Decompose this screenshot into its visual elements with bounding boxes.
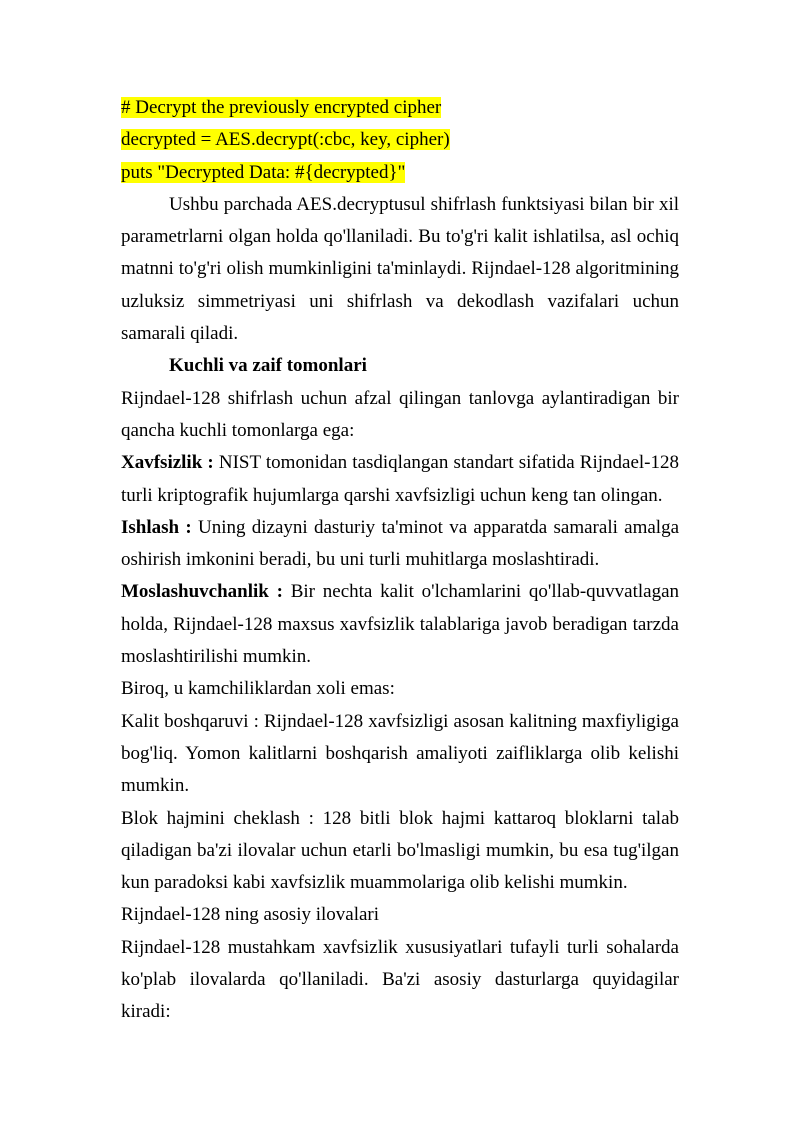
code-line-decrypt: decrypted = AES.decrypt(:cbc, key, cipher) (121, 129, 450, 151)
strength-term: Xavfsizlik : (121, 452, 214, 474)
strength-item-security (121, 447, 679, 512)
strengths-intro: Rijndael-128 shifrlash uchun afzal qilingan tanlovga aylantiradigan bir qancha kuchli tomonlarga ega: (121, 387, 679, 441)
strength-text: NIST tomonidan tasdiqlangan standart sifatida Rijndael-128 turli kriptografik hujumlarga qarshi xavfsizligi uchun keng tan olingan. (121, 452, 680, 506)
code-line-puts: puts "Decrypted Data: #{decrypted}" (121, 161, 406, 183)
intro-paragraph: Ushbu parchada AES.decryptusul shifrlash funktsiyasi bilan bir xil parametrlarni olgan holda qo'llaniladi. Bu to'g'ri kalit ishlatilsa, asl ochiq matnni to'g'ri olish mumkinligini ta'minlaydi. Rijndael-128 algoritmining uzluksiz simmetriyasi uni shifrlash va dekodlash vazifalari uchun samarali qiladi. (121, 193, 679, 345)
section-heading: Kuchli va zaif tomonlari (169, 355, 367, 377)
weakness-item-block-size: Blok hajmini cheklash : 128 bitli blok hajmi kattaroq bloklarni talab qiladigan ba'zi ilovalar uchun etarli bo'lmasligi mumkin, bu esa tug'ilgan kun paradoksi kabi xavfsizlik muammolariga olib kelishi mumkin. (121, 807, 679, 894)
strength-item-performance (121, 512, 679, 577)
strength-term: Ishlash : (121, 516, 192, 538)
strength-item-flexibility (121, 576, 679, 673)
applications-heading: Rijndael-128 ning asosiy ilovalari (121, 904, 380, 926)
weakness-item-key-management: Kalit boshqaruvi : Rijndael-128 xavfsizligi asosan kalitning maxfiyligiga bog'liq. Yomon kalitlarni boshqarish amaliyoti zaifliklarga olib kelishi mumkin. (121, 710, 679, 797)
strength-text: Bir nechta kalit o'lchamlarini qo'llab-quvvatlagan holda, Rijndael-128 maxsus xavfsizlik talablariga javob beradigan tarzda moslashtirilishi mumkin. (121, 581, 679, 668)
code-line-comment: # Decrypt the previously encrypted cipher (121, 97, 442, 118)
strength-text: Uning dizayni dasturiy ta'minot va apparatda samarali amalga oshirish imkonini beradi, bu uni turli muhitlarga moslashtiradi. (121, 516, 680, 571)
applications-paragraph: Rijndael-128 mustahkam xavfsizlik xususiyatlari tufayli turli sohalarda ko'plab ilovalarda qo'llaniladi. Ba'zi asosiy dasturlarga quyidagilar kiradi: (121, 936, 679, 1023)
strength-term: Moslashuvchanlik : (121, 581, 283, 603)
weaknesses-intro: Biroq, u kamchiliklardan xoli emas: (121, 678, 395, 700)
document-page (121, 92, 679, 1029)
code-snippet (121, 92, 679, 189)
